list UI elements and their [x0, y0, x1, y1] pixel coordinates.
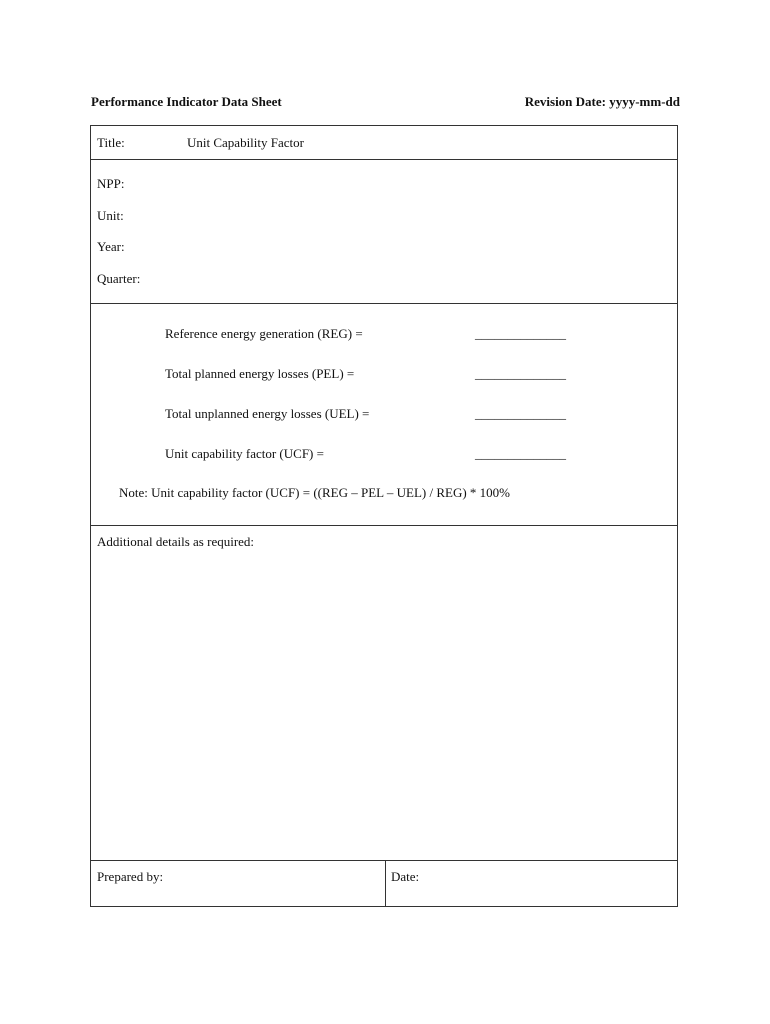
reg-blank[interactable]: ______________: [475, 326, 566, 341]
details-label: Additional details as required:: [97, 534, 255, 549]
quarter-label: Quarter:: [97, 271, 141, 286]
date-label: Date:: [391, 869, 420, 884]
npp-label: NPP:: [97, 176, 125, 191]
pel-blank[interactable]: ______________: [475, 366, 566, 381]
uel-label: Total unplanned energy losses (UEL) =: [165, 406, 370, 421]
uel-blank[interactable]: ______________: [475, 406, 566, 421]
title-label: Title:: [97, 135, 125, 150]
signature-divider: [385, 860, 386, 906]
reg-label: Reference energy generation (REG) =: [165, 326, 363, 341]
ucf-blank[interactable]: ______________: [475, 446, 566, 461]
additional-details-section[interactable]: [91, 525, 677, 861]
pel-label: Total planned energy losses (PEL) =: [165, 366, 355, 381]
revision-date: Revision Date: yyyy-mm-dd: [524, 94, 680, 109]
ucf-label: Unit capability factor (UCF) =: [165, 446, 324, 461]
plant-info-section: [91, 159, 677, 304]
title-value: Unit Capability Factor: [187, 135, 304, 150]
formula-note: Note: Unit capability factor (UCF) = ((REG – PEL – UEL) / REG) * 100%: [119, 485, 510, 500]
year-label: Year:: [97, 239, 125, 254]
unit-label: Unit:: [97, 208, 124, 223]
prepared-by-label: Prepared by:: [97, 869, 164, 884]
calculation-section: [91, 303, 677, 526]
sheet-title: Performance Indicator Data Sheet: [91, 94, 282, 109]
signature-row: [91, 860, 677, 906]
data-sheet-form: [90, 125, 678, 907]
title-row: [91, 126, 677, 160]
